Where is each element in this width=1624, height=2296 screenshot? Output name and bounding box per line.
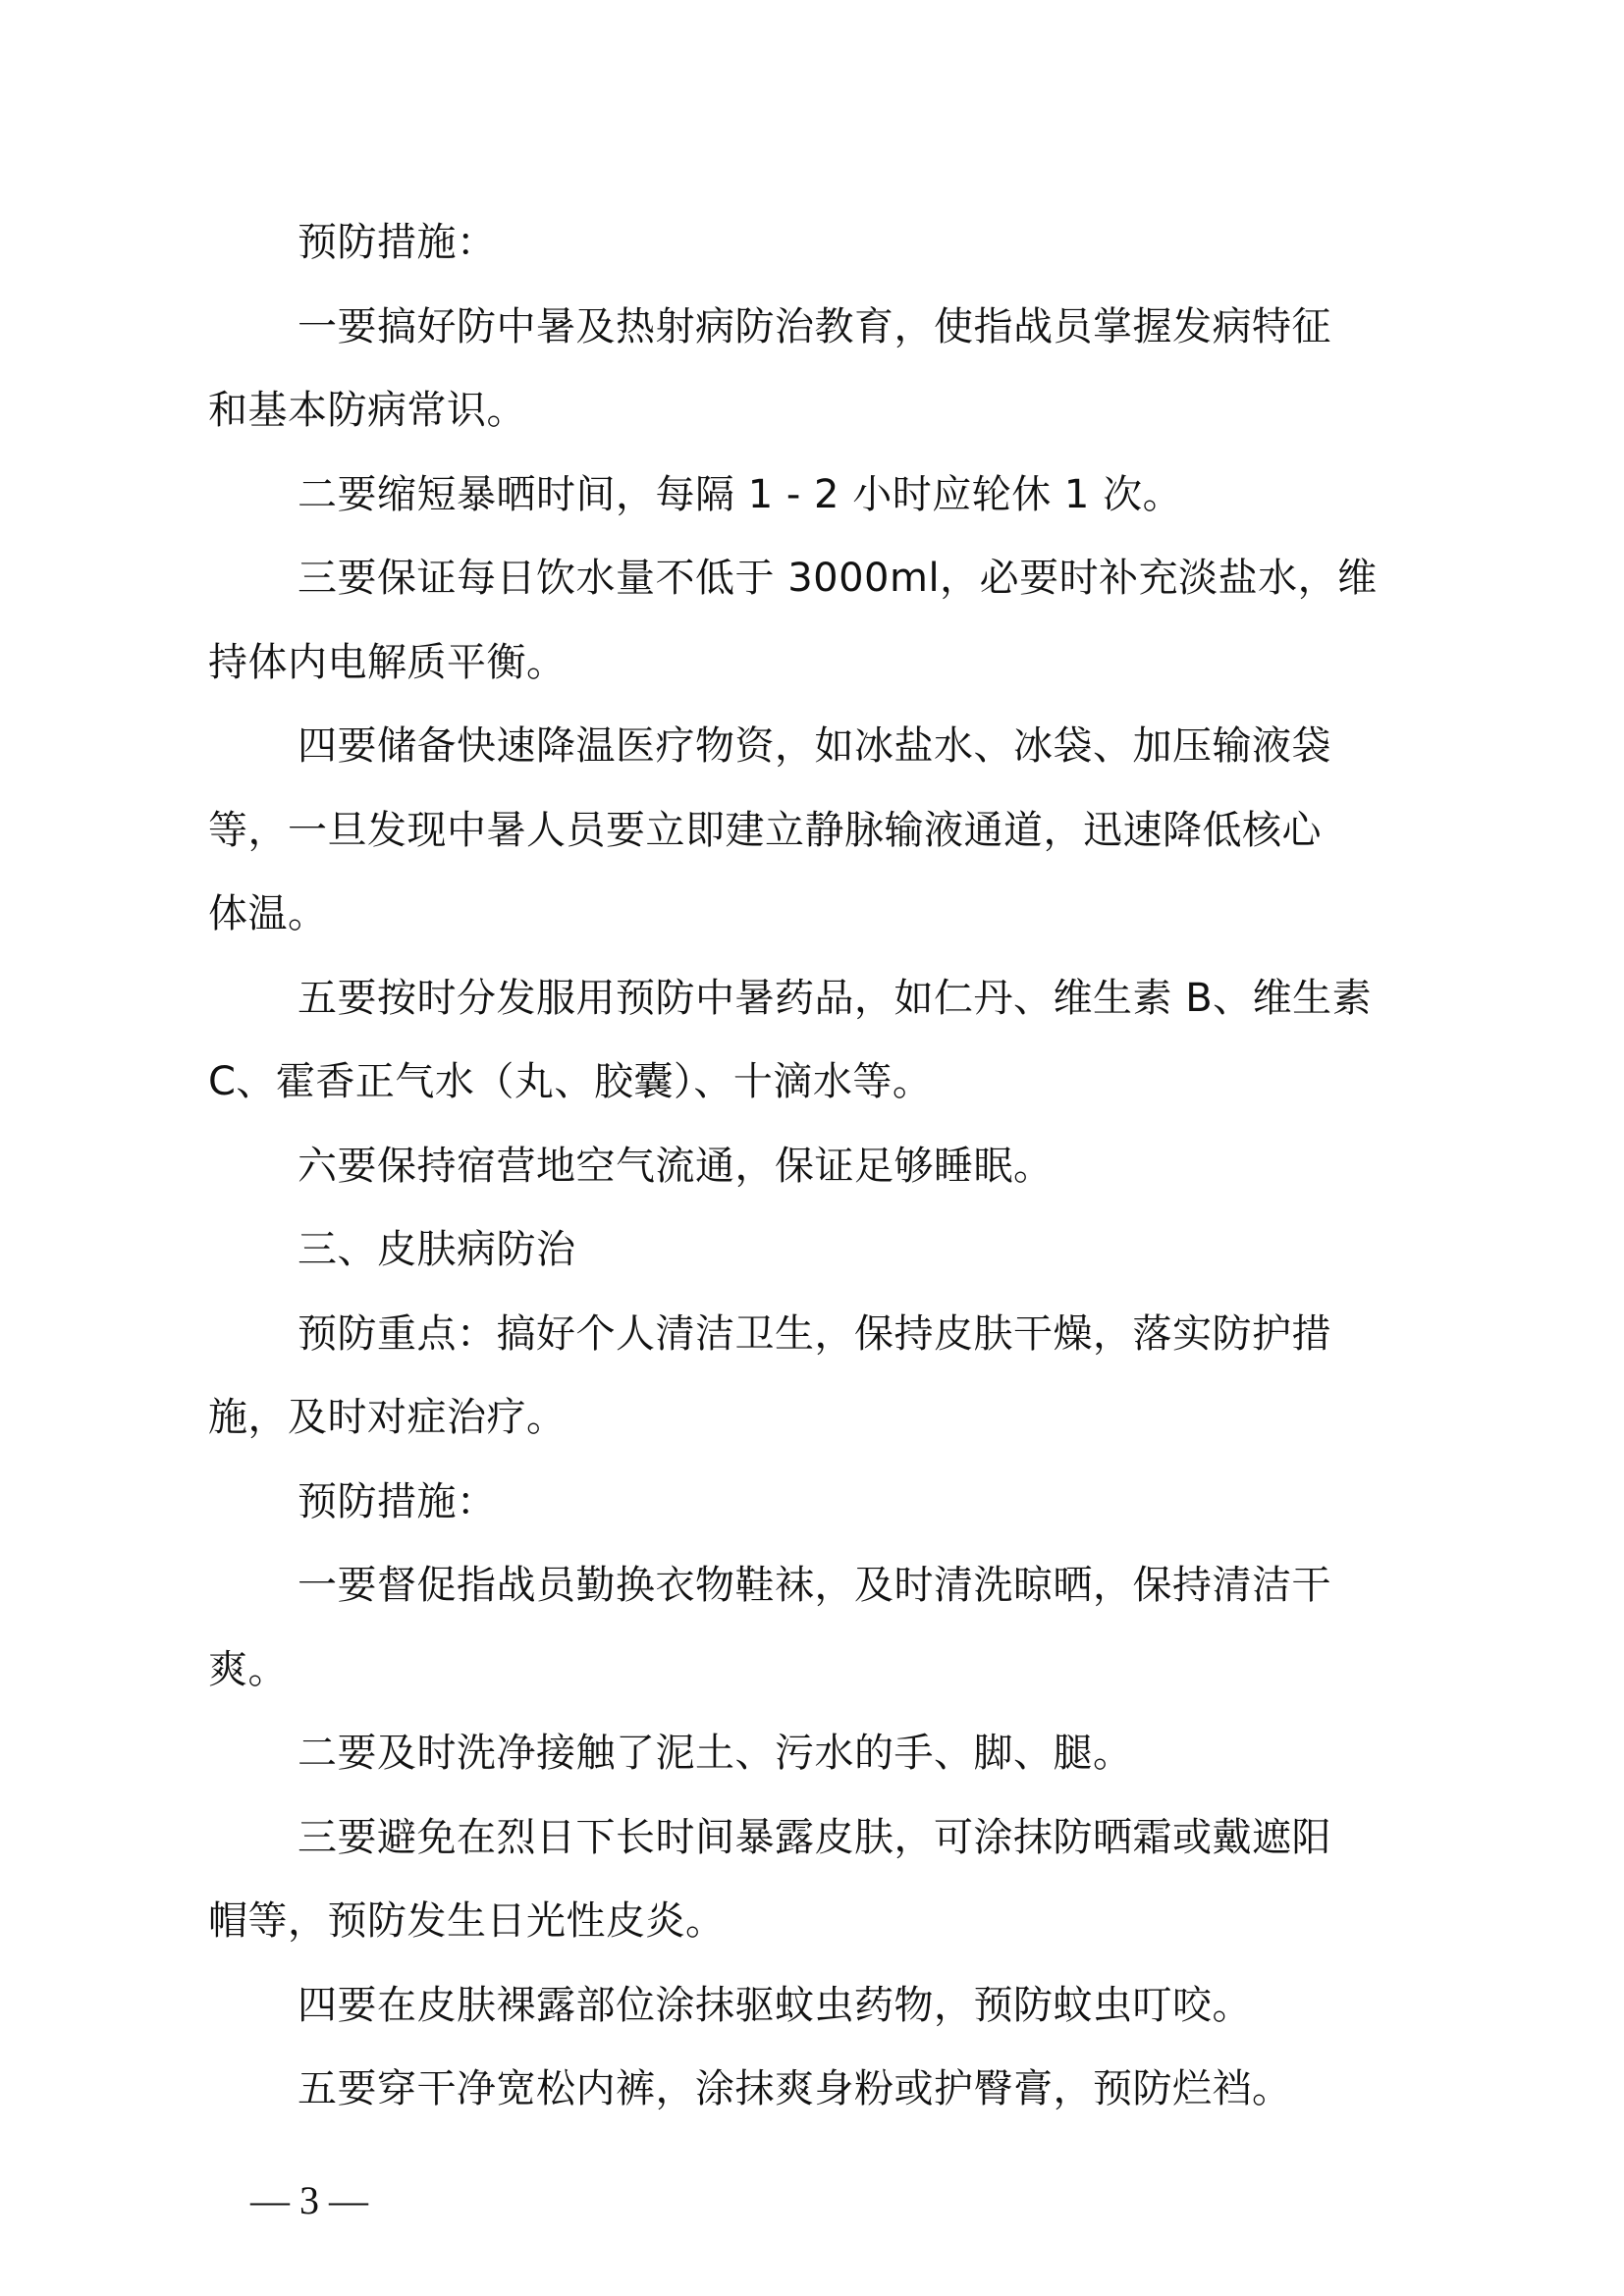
body-line: 爽。 [208, 1647, 288, 1692]
body-line: 等，一旦发现中暑人员要立即建立静脉输液通道，迅速降低核心 [208, 808, 1322, 853]
body-line: 五要按时分发服用预防中暑药品，如仁丹、维生素 B、维生素 [298, 976, 1373, 1021]
body-line: 和基本防病常识。 [208, 388, 526, 433]
body-line: C、霍香正气水（丸、胶囊）、十滴水等。 [208, 1059, 933, 1104]
body-line: 预防措施： [298, 220, 497, 265]
body-line: 二要缩短暴晒时间，每隔 1 - 2 小时应轮休 1 次。 [298, 472, 1183, 517]
body-line: 预防措施： [298, 1479, 497, 1524]
body-line: 五要穿干净宽松内裤，涂抹爽身粉或护臀膏，预防烂裆。 [298, 2066, 1292, 2111]
body-line: 预防重点：搞好个人清洁卫生，保持皮肤干燥，落实防护措 [298, 1311, 1331, 1357]
body-line: 一要督促指战员勤换衣物鞋袜，及时清洗晾晒，保持清洁干 [298, 1563, 1331, 1608]
body-line: 一要搞好防中暑及热射病防治教育，使指战员掌握发病特征 [298, 304, 1331, 349]
body-line: 四要储备快速降温医疗物资，如冰盐水、冰袋、加压输液袋 [298, 723, 1331, 769]
body-line: 帽等，预防发生日光性皮炎。 [208, 1898, 726, 1944]
body-line: 施，及时对症治疗。 [208, 1395, 567, 1440]
page-number: — 3 — [250, 2178, 368, 2222]
body-line: 四要在皮肤裸露部位涂抹驱蚊虫药物，预防蚊虫叮咬。 [298, 1983, 1252, 2028]
body-line: 六要保持宿营地空气流通，保证足够睡眠。 [298, 1144, 1054, 1189]
section-heading: 三、皮肤病防治 [298, 1227, 576, 1272]
body-line: 体温。 [208, 891, 328, 936]
body-line: 三要避免在烈日下长时间暴露皮肤，可涂抹防晒霜或戴遮阳 [298, 1815, 1331, 1860]
body-line: 持体内电解质平衡。 [208, 640, 567, 685]
body-line: 二要及时洗净接触了泥土、污水的手、脚、腿。 [298, 1731, 1133, 1776]
body-line: 三要保证每日饮水量不低于 3000ml，必要时补充淡盐水，维 [298, 556, 1378, 601]
